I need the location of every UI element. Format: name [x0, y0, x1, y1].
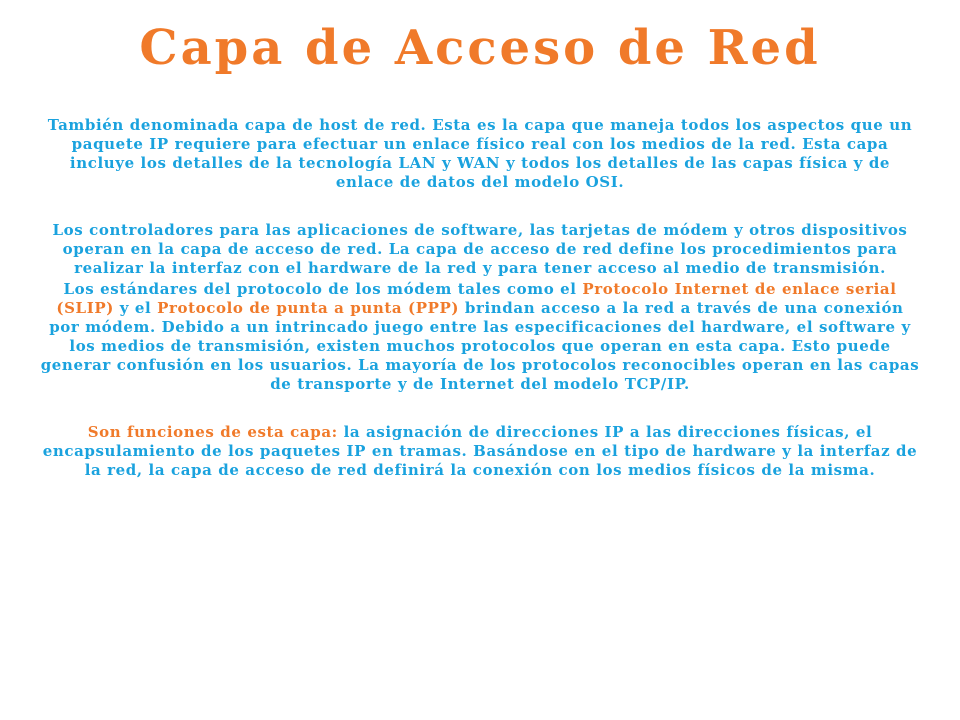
paragraph-estandares-text-c: brindan acceso a la red a través de una conexión por módem. Debido a un intrincado juego entre las especificaciones del hardware, el software y los medios de transmisión, existen muchos protocolos que operan en esta capa. Esto puede generar confusión en los usuarios. La mayoría de los protocolos reconocibles operan en las capas de transporte y de Internet del modelo TCP/IP.: [40, 299, 920, 393]
funciones-text: la asignación de direcciones IP a las direcciones físicas, el encapsulamiento de los paquetes IP en tramas. Basándose en el tipo de hardware y la interfaz de la red, la capa de acceso de red definirá la conexión con los medios físicos de la misma.: [42, 423, 918, 479]
slide-title: Capa de Acceso de Red: [139, 20, 821, 76]
slip-highlight: Protocolo Internet de enlace serial (SLIP): [56, 280, 897, 317]
funciones-label: Son funciones de esta capa:: [87, 423, 338, 441]
ppp-highlight: Protocolo de punta a punta (PPP): [157, 299, 460, 317]
paragraph-funciones: [40, 423, 920, 480]
paragraph-estandares-text-a: Los estándares del protocolo de los módem tales como el: [63, 280, 583, 298]
paragraph-estandares-text-b: y el: [113, 299, 158, 317]
paragraph-host-red: También denominada capa de host de red. Esta es la capa que maneja todos los aspectos que un paquete IP requiere para efectuar un enlace físico real con los medios de la red. Esta capa incluye los detalles de la tecnología LAN y WAN y todos los detalles de las capas física y de enlace de datos del modelo OSI.: [47, 116, 913, 191]
paragraph-controladores: Los controladores para las aplicaciones de software, las tarjetas de módem y otros dispositivos operan en la capa de acceso de red. La capa de acceso de red define los procedimientos para realizar la interfaz con el hardware de la red y para tener acceso al medio de transmisión.: [52, 221, 908, 277]
paragraph-estandares: [40, 280, 920, 394]
slide-body: [40, 116, 920, 480]
